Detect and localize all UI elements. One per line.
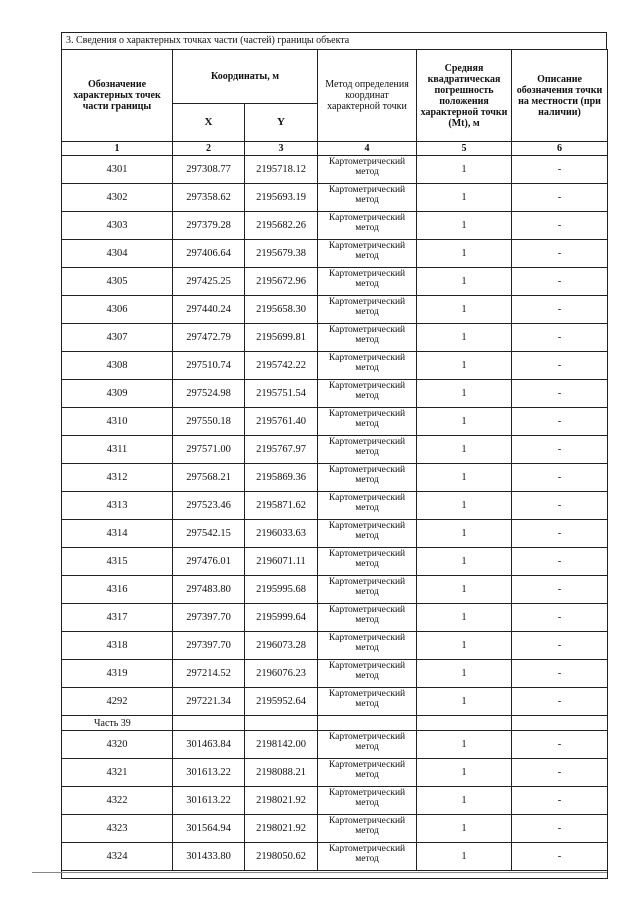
point-cell: 4310 — [62, 408, 173, 436]
point-cell: 4321 — [62, 759, 173, 787]
accuracy-cell: 1 — [417, 815, 512, 843]
method-cell: Картометрический метод — [318, 843, 417, 871]
point-cell: 4322 — [62, 787, 173, 815]
boundary-points-table — [61, 49, 608, 879]
x-cell: 297483.80 — [173, 576, 245, 604]
description-cell: - — [512, 212, 608, 240]
method-cell: Картометрический метод — [318, 492, 417, 520]
x-cell: 297472.79 — [173, 324, 245, 352]
accuracy-cell: 1 — [417, 464, 512, 492]
description-cell: - — [512, 324, 608, 352]
y-cell: 2195679.38 — [245, 240, 318, 268]
header-method: Метод определения координат характерной точки — [318, 50, 417, 142]
point-cell: 4318 — [62, 632, 173, 660]
description-cell: - — [512, 436, 608, 464]
method-cell: Картометрический метод — [318, 240, 417, 268]
accuracy-cell: 1 — [417, 380, 512, 408]
y-cell: 2196076.23 — [245, 660, 318, 688]
y-cell: 2195761.40 — [245, 408, 318, 436]
point-cell: 4314 — [62, 520, 173, 548]
point-cell: 4309 — [62, 380, 173, 408]
table-row — [62, 408, 608, 436]
table-row — [62, 815, 608, 843]
y-cell: 2198142.00 — [245, 731, 318, 759]
table-row — [62, 324, 608, 352]
accuracy-cell: 1 — [417, 787, 512, 815]
description-cell: - — [512, 240, 608, 268]
description-cell: - — [512, 408, 608, 436]
description-cell: - — [512, 731, 608, 759]
method-cell: Картометрический метод — [318, 576, 417, 604]
description-cell: - — [512, 296, 608, 324]
rows-before — [62, 156, 608, 716]
description-cell: - — [512, 156, 608, 184]
point-cell: 4320 — [62, 731, 173, 759]
footer-divider — [32, 872, 607, 873]
table-row — [62, 688, 608, 716]
rows-after — [62, 731, 608, 871]
x-cell: 297214.52 — [173, 660, 245, 688]
x-cell: 297542.15 — [173, 520, 245, 548]
document-sheet — [61, 32, 607, 879]
accuracy-cell: 1 — [417, 688, 512, 716]
description-cell: - — [512, 843, 608, 871]
accuracy-cell: 1 — [417, 240, 512, 268]
description-cell: - — [512, 815, 608, 843]
x-cell: 301433.80 — [173, 843, 245, 871]
y-cell: 2195871.62 — [245, 492, 318, 520]
point-cell: 4303 — [62, 212, 173, 240]
y-cell: 2196033.63 — [245, 520, 318, 548]
method-cell: Картометрический метод — [318, 268, 417, 296]
header-description: Описание обозначения точки на местности (при наличии) — [512, 50, 608, 142]
table-row — [62, 492, 608, 520]
header-accuracy: Средняя квадратическая погрешность положения характерной точки (Mt), м — [417, 50, 512, 142]
x-cell: 301613.22 — [173, 759, 245, 787]
x-cell: 301613.22 — [173, 787, 245, 815]
x-cell: 301463.84 — [173, 731, 245, 759]
method-cell: Картометрический метод — [318, 324, 417, 352]
method-cell: Картометрический метод — [318, 604, 417, 632]
description-cell: - — [512, 464, 608, 492]
description-cell: - — [512, 352, 608, 380]
accuracy-cell: 1 — [417, 548, 512, 576]
y-cell: 2195672.96 — [245, 268, 318, 296]
description-cell: - — [512, 548, 608, 576]
header-y: Y — [245, 104, 318, 142]
method-cell: Картометрический метод — [318, 296, 417, 324]
method-cell: Картометрический метод — [318, 548, 417, 576]
point-cell: 4324 — [62, 843, 173, 871]
table-row — [62, 787, 608, 815]
y-cell: 2198088.21 — [245, 759, 318, 787]
table-row — [62, 632, 608, 660]
accuracy-cell: 1 — [417, 156, 512, 184]
accuracy-cell: 1 — [417, 576, 512, 604]
y-cell: 2195682.26 — [245, 212, 318, 240]
table-row — [62, 604, 608, 632]
method-cell: Картометрический метод — [318, 688, 417, 716]
empty-cell — [173, 716, 245, 731]
y-cell: 2195658.30 — [245, 296, 318, 324]
x-cell: 297397.70 — [173, 632, 245, 660]
column-number: 3 — [245, 142, 318, 156]
method-cell: Картометрический метод — [318, 436, 417, 464]
method-cell: Картометрический метод — [318, 731, 417, 759]
x-cell: 297440.24 — [173, 296, 245, 324]
point-cell: 4301 — [62, 156, 173, 184]
x-cell: 297571.00 — [173, 436, 245, 464]
description-cell: - — [512, 660, 608, 688]
accuracy-cell: 1 — [417, 843, 512, 871]
method-cell: Картометрический метод — [318, 759, 417, 787]
method-cell: Картометрический метод — [318, 380, 417, 408]
accuracy-cell: 1 — [417, 520, 512, 548]
table-row — [62, 731, 608, 759]
y-cell: 2196071.11 — [245, 548, 318, 576]
column-number: 5 — [417, 142, 512, 156]
y-cell: 2195751.54 — [245, 380, 318, 408]
point-cell: 4316 — [62, 576, 173, 604]
y-cell: 2198050.62 — [245, 843, 318, 871]
description-cell: - — [512, 492, 608, 520]
x-cell: 297406.64 — [173, 240, 245, 268]
table-row — [62, 212, 608, 240]
y-cell: 2195693.19 — [245, 184, 318, 212]
x-cell: 297523.46 — [173, 492, 245, 520]
x-cell: 297379.28 — [173, 212, 245, 240]
y-cell: 2195742.22 — [245, 352, 318, 380]
y-cell: 2195718.12 — [245, 156, 318, 184]
point-cell: 4317 — [62, 604, 173, 632]
point-cell: 4307 — [62, 324, 173, 352]
description-cell: - — [512, 688, 608, 716]
table-row — [62, 240, 608, 268]
point-cell: 4315 — [62, 548, 173, 576]
accuracy-cell: 1 — [417, 184, 512, 212]
x-cell: 297358.62 — [173, 184, 245, 212]
point-cell: 4319 — [62, 660, 173, 688]
y-cell: 2198021.92 — [245, 815, 318, 843]
y-cell: 2195869.36 — [245, 464, 318, 492]
method-cell: Картометрический метод — [318, 184, 417, 212]
x-cell: 297510.74 — [173, 352, 245, 380]
description-cell: - — [512, 632, 608, 660]
accuracy-cell: 1 — [417, 436, 512, 464]
description-cell: - — [512, 184, 608, 212]
x-cell: 297221.34 — [173, 688, 245, 716]
point-cell: 4306 — [62, 296, 173, 324]
column-number: 6 — [512, 142, 608, 156]
column-number: 1 — [62, 142, 173, 156]
y-cell: 2195952.64 — [245, 688, 318, 716]
table-row — [62, 436, 608, 464]
accuracy-cell: 1 — [417, 268, 512, 296]
x-cell: 297568.21 — [173, 464, 245, 492]
header-coordinates: Координаты, м — [173, 50, 318, 104]
method-cell: Картометрический метод — [318, 464, 417, 492]
y-cell: 2198021.92 — [245, 787, 318, 815]
header-x: X — [173, 104, 245, 142]
table-row — [62, 268, 608, 296]
method-cell: Картометрический метод — [318, 632, 417, 660]
accuracy-cell: 1 — [417, 731, 512, 759]
table-row — [62, 184, 608, 212]
accuracy-cell: 1 — [417, 352, 512, 380]
column-number: 4 — [318, 142, 417, 156]
accuracy-cell: 1 — [417, 759, 512, 787]
point-cell: 4302 — [62, 184, 173, 212]
point-cell: 4313 — [62, 492, 173, 520]
table-row — [62, 660, 608, 688]
empty-cell — [318, 716, 417, 731]
x-cell: 301564.94 — [173, 815, 245, 843]
point-cell: 4308 — [62, 352, 173, 380]
table-row — [62, 380, 608, 408]
y-cell: 2196073.28 — [245, 632, 318, 660]
part-label: Часть 39 — [62, 716, 173, 731]
y-cell: 2195767.97 — [245, 436, 318, 464]
table-row — [62, 296, 608, 324]
x-cell: 297425.25 — [173, 268, 245, 296]
description-cell: - — [512, 604, 608, 632]
table-row — [62, 156, 608, 184]
method-cell: Картометрический метод — [318, 212, 417, 240]
table-row — [62, 352, 608, 380]
x-cell: 297524.98 — [173, 380, 245, 408]
method-cell: Картометрический метод — [318, 156, 417, 184]
table-row — [62, 548, 608, 576]
description-cell: - — [512, 576, 608, 604]
accuracy-cell: 1 — [417, 408, 512, 436]
x-cell: 297308.77 — [173, 156, 245, 184]
accuracy-cell: 1 — [417, 632, 512, 660]
accuracy-cell: 1 — [417, 492, 512, 520]
point-cell: 4311 — [62, 436, 173, 464]
column-number: 2 — [173, 142, 245, 156]
method-cell: Картометрический метод — [318, 408, 417, 436]
point-cell: 4312 — [62, 464, 173, 492]
accuracy-cell: 1 — [417, 324, 512, 352]
table-row — [62, 843, 608, 871]
method-cell: Картометрический метод — [318, 520, 417, 548]
method-cell: Картометрический метод — [318, 352, 417, 380]
table-row — [62, 464, 608, 492]
description-cell: - — [512, 520, 608, 548]
method-cell: Картометрический метод — [318, 660, 417, 688]
accuracy-cell: 1 — [417, 212, 512, 240]
empty-cell — [417, 716, 512, 731]
description-cell: - — [512, 787, 608, 815]
y-cell: 2195999.64 — [245, 604, 318, 632]
x-cell: 297550.18 — [173, 408, 245, 436]
point-cell: 4292 — [62, 688, 173, 716]
description-cell: - — [512, 759, 608, 787]
header-point-designation: Обозначение характерных точек части границы — [62, 50, 173, 142]
y-cell: 2195995.68 — [245, 576, 318, 604]
table-row — [62, 520, 608, 548]
description-cell: - — [512, 380, 608, 408]
table-row — [62, 759, 608, 787]
description-cell: - — [512, 268, 608, 296]
y-cell: 2195699.81 — [245, 324, 318, 352]
x-cell: 297397.70 — [173, 604, 245, 632]
empty-cell — [512, 716, 608, 731]
accuracy-cell: 1 — [417, 660, 512, 688]
method-cell: Картометрический метод — [318, 787, 417, 815]
empty-cell — [245, 716, 318, 731]
method-cell: Картометрический метод — [318, 815, 417, 843]
accuracy-cell: 1 — [417, 604, 512, 632]
accuracy-cell: 1 — [417, 296, 512, 324]
table-row — [62, 576, 608, 604]
point-cell: 4305 — [62, 268, 173, 296]
x-cell: 297476.01 — [173, 548, 245, 576]
point-cell: 4323 — [62, 815, 173, 843]
section-caption: 3. Сведения о характерных точках части (частей) границы объекта — [61, 32, 607, 49]
point-cell: 4304 — [62, 240, 173, 268]
